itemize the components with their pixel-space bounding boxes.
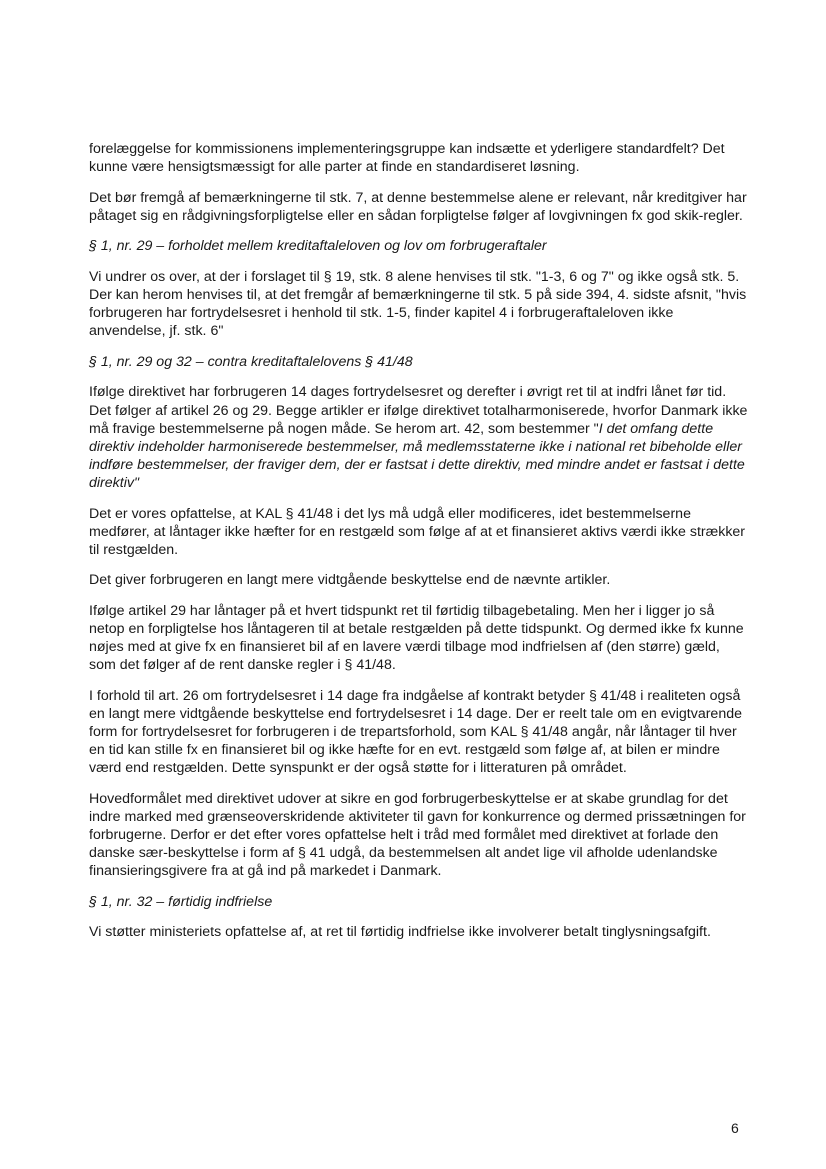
page-number: 6: [731, 1120, 739, 1136]
directive-quote: I det omfang dette direktiv indeholder harmoniserede bestemmelser, må medlemsstaterne ikke i national ret bibeholde eller indføre bestemmelser, der fraviger dem, der er fastsat i dette direktiv, med mindre andet er fastsat i dette direktiv": [89, 420, 745, 491]
document-body: [89, 140, 749, 954]
paragraph-direktivet-fortrydelsesret: [89, 383, 749, 492]
section-heading-nr-32: § 1, nr. 32 – førtidig indfrielse: [89, 893, 273, 910]
paragraph-standardfelt: forelæggelse for kommissionens implementeringsgruppe kan indsætte et yderligere standardfelt? Det kunne være hensigtsmæssigt for alle parter at finde en standardiseret løsning.: [89, 141, 725, 176]
paragraph-artikel-29: Ifølge artikel 29 har låntager på et hvert tidspunkt ret til førtidig tilbagebetaling. Men her i ligger jo så netop en forpligtelse hos låntageren til at betale restgælden på dette tidspunkt. Og dermed ikke fx kunne nøjes med at give fx en finansieret bil af en lavere værdi tilbage mod indfrielsen af (den større) gæld, som det følger af de rent danske regler i § 41/48.: [89, 602, 744, 674]
paragraph-artikel-26: I forhold til art. 26 om fortrydelsesret i 14 dage fra indgåelse af kontrakt betyder § 41/48 i realiteten også en langt mere vidtgående beskyttelse end fortrydelsesret i 14 dage. Der er reelt tale om en evigtvarende form for fortrydelsesret for forbrugeren i de trepartsforhold, som KAL § 41/48 angår, når låntager til hver en tid kan stille fx en finansieret bil og ikke hæfte for en evt. restgæld som følge af, at bilen er mindre værd end restgælden. Dette synspunkt er der også støtte for i litteraturen på området.: [89, 687, 742, 777]
paragraph-raadgivningsforpligtelse: Det bør fremgå af bemærkningerne til stk. 7, at denne bestemmelse alene er relevant, når kreditgiver har påtaget sig en rådgivningsforpligtelse eller en sådan forpligtelse følger af lovgivningen fx god skik-regler.: [89, 189, 747, 224]
section-heading-nr-29-32: § 1, nr. 29 og 32 – contra kreditaftalelovens § 41/48: [89, 353, 413, 370]
paragraph-hovedformaal: Hovedformålet med direktivet udover at sikre en god forbrugerbeskyttelse er at skabe grundlag for det indre marked med grænseoverskridende aktiviteter til gavn for konkurrence og dermed prissætningen for forbrugerne. Derfor er det efter vores opfattelse helt i tråd med formålet med direktivet at forlade den danske sær-beskyttelse i form af § 41 udgå, da bestemmelsen alt andet lige vil afholde udenlandske finansieringsgivere fra at gå ind på markedet i Danmark.: [89, 790, 746, 880]
paragraph-beskyttelse: Det giver forbrugeren en langt mere vidtgående beskyttelse end de nævnte artikler.: [89, 572, 611, 589]
paragraph-tinglysningsafgift: Vi støtter ministeriets opfattelse af, at ret til førtidig indfrielse ikke involverer betalt tinglysningsafgift.: [89, 924, 711, 941]
section-heading-nr-29: § 1, nr. 29 – forholdet mellem kreditaftaleloven og lov om forbrugeraftaler: [89, 238, 547, 255]
paragraph-kal-opfattelse: Det er vores opfattelse, at KAL § 41/48 i det lys må udgå eller modificeres, idet bestemmelserne medfører, at låntager ikke hæfter for en restgæld som følge af at et finansieret aktivs værdi ikke strækker til restgælden.: [89, 505, 746, 558]
paragraph-forslaget-19: Vi undrer os over, at der i forslaget til § 19, stk. 8 alene henvises til stk. "1-3, 6 og 7" og ikke også stk. 5. Der kan herom henvises til, at det fremgår af bemærkningerne til stk. 5 på side 394, 4. sidste afsnit, "hvis forbrugeren har fortrydelsesret i henhold til stk. 1-5, finder kapitel 4 i forbrugeraftaleloven ikke anvendelse, jf. stk. 6": [89, 268, 747, 340]
paragraph-direktivet-text: Ifølge direktivet har forbrugeren 14 dages fortrydelsesret og derefter i øvrigt ret til at indfri lånet før tid. Det følger af artikel 26 og 29. Begge artikler er ifølge direktivet totalharmoniserede, hvorfor Danmark ikke må fravige bestemmelserne på nogen måde. Se herom art. 42, som bestemmer ": [89, 384, 748, 437]
